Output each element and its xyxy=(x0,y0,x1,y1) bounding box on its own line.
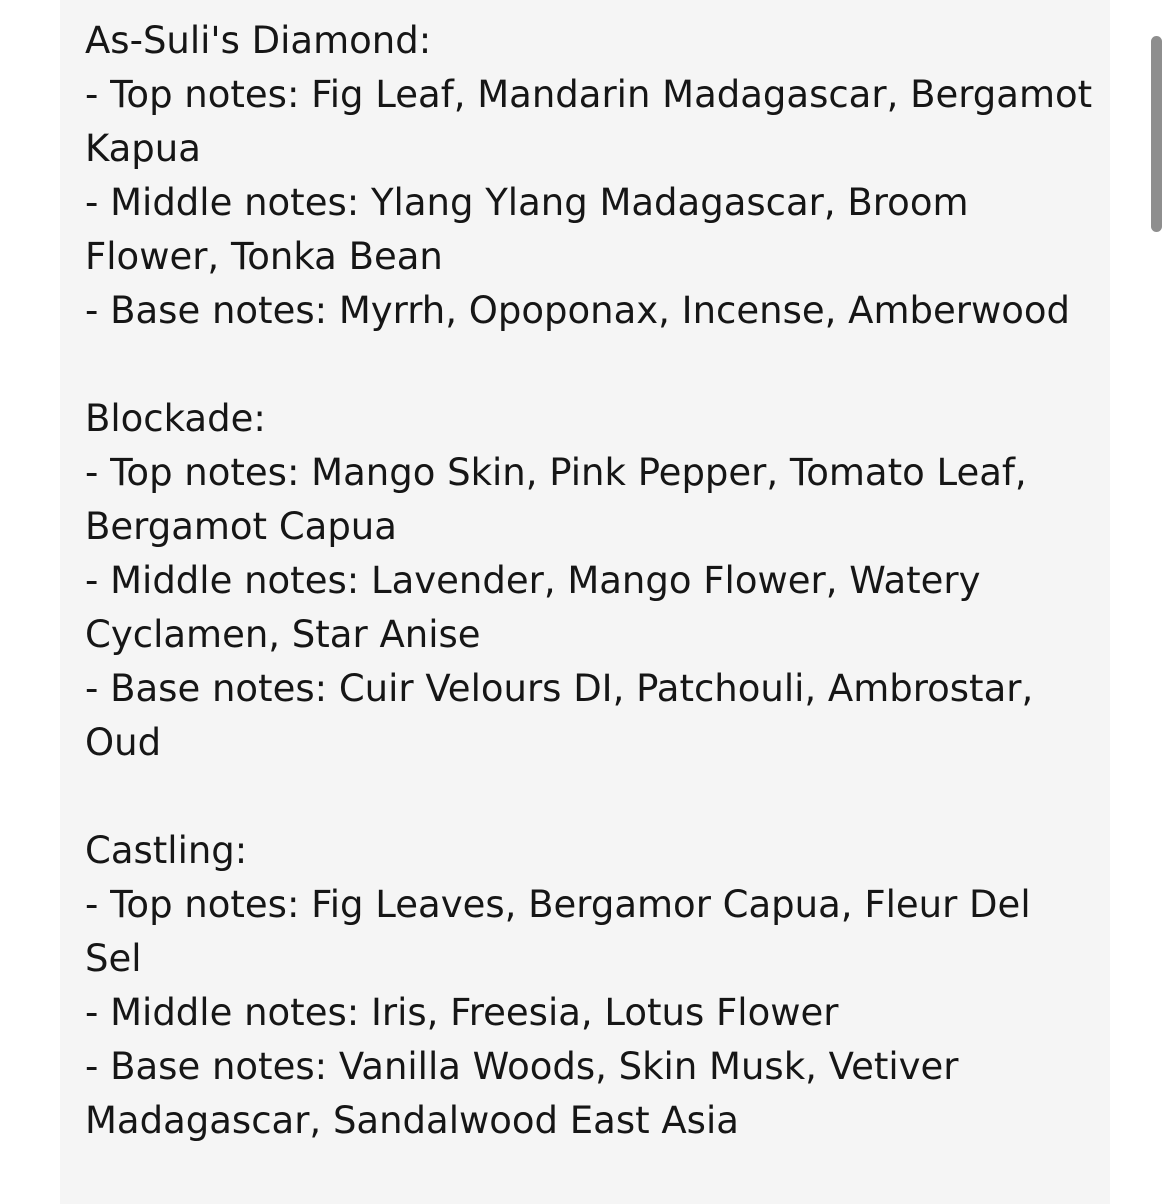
vertical-scrollbar[interactable] xyxy=(1151,36,1162,232)
base-notes: - Base notes: Myrrh, Opoponax, Incense, Amberwood xyxy=(85,289,1070,332)
fragrance-block-castling xyxy=(85,824,1095,1148)
middle-notes: - Middle notes: Iris, Freesia, Lotus Flower xyxy=(85,991,839,1034)
fragrance-block-as-suli-diamond xyxy=(85,14,1095,338)
fragrance-name: As-Suli's Diamond: xyxy=(85,19,432,62)
middle-notes: - Middle notes: Lavender, Mango Flower, Watery Cyclamen, Star Anise xyxy=(85,559,981,656)
top-notes: - Top notes: Mango Skin, Pink Pepper, Tomato Leaf, Bergamot Capua xyxy=(85,451,1027,548)
top-notes: - Top notes: Fig Leaves, Bergamor Capua, Fleur Del Sel xyxy=(85,883,1031,980)
fragrance-name: Blockade: xyxy=(85,397,266,440)
fragrance-name: Castling: xyxy=(85,829,248,872)
middle-notes: - Middle notes: Ylang Ylang Madagascar, Broom Flower, Tonka Bean xyxy=(85,181,969,278)
base-notes: - Base notes: Vanilla Woods, Skin Musk, Vetiver Madagascar, Sandalwood East Asia xyxy=(85,1045,959,1142)
text-panel[interactable] xyxy=(60,0,1110,1204)
base-notes: - Base notes: Cuir Velours DI, Patchouli, Ambrostar, Oud xyxy=(85,667,1034,764)
top-notes: - Top notes: Fig Leaf, Mandarin Madagascar, Bergamot Kapua xyxy=(85,73,1093,170)
fragrance-block-blockade xyxy=(85,392,1095,770)
notes-text xyxy=(85,14,1095,1202)
